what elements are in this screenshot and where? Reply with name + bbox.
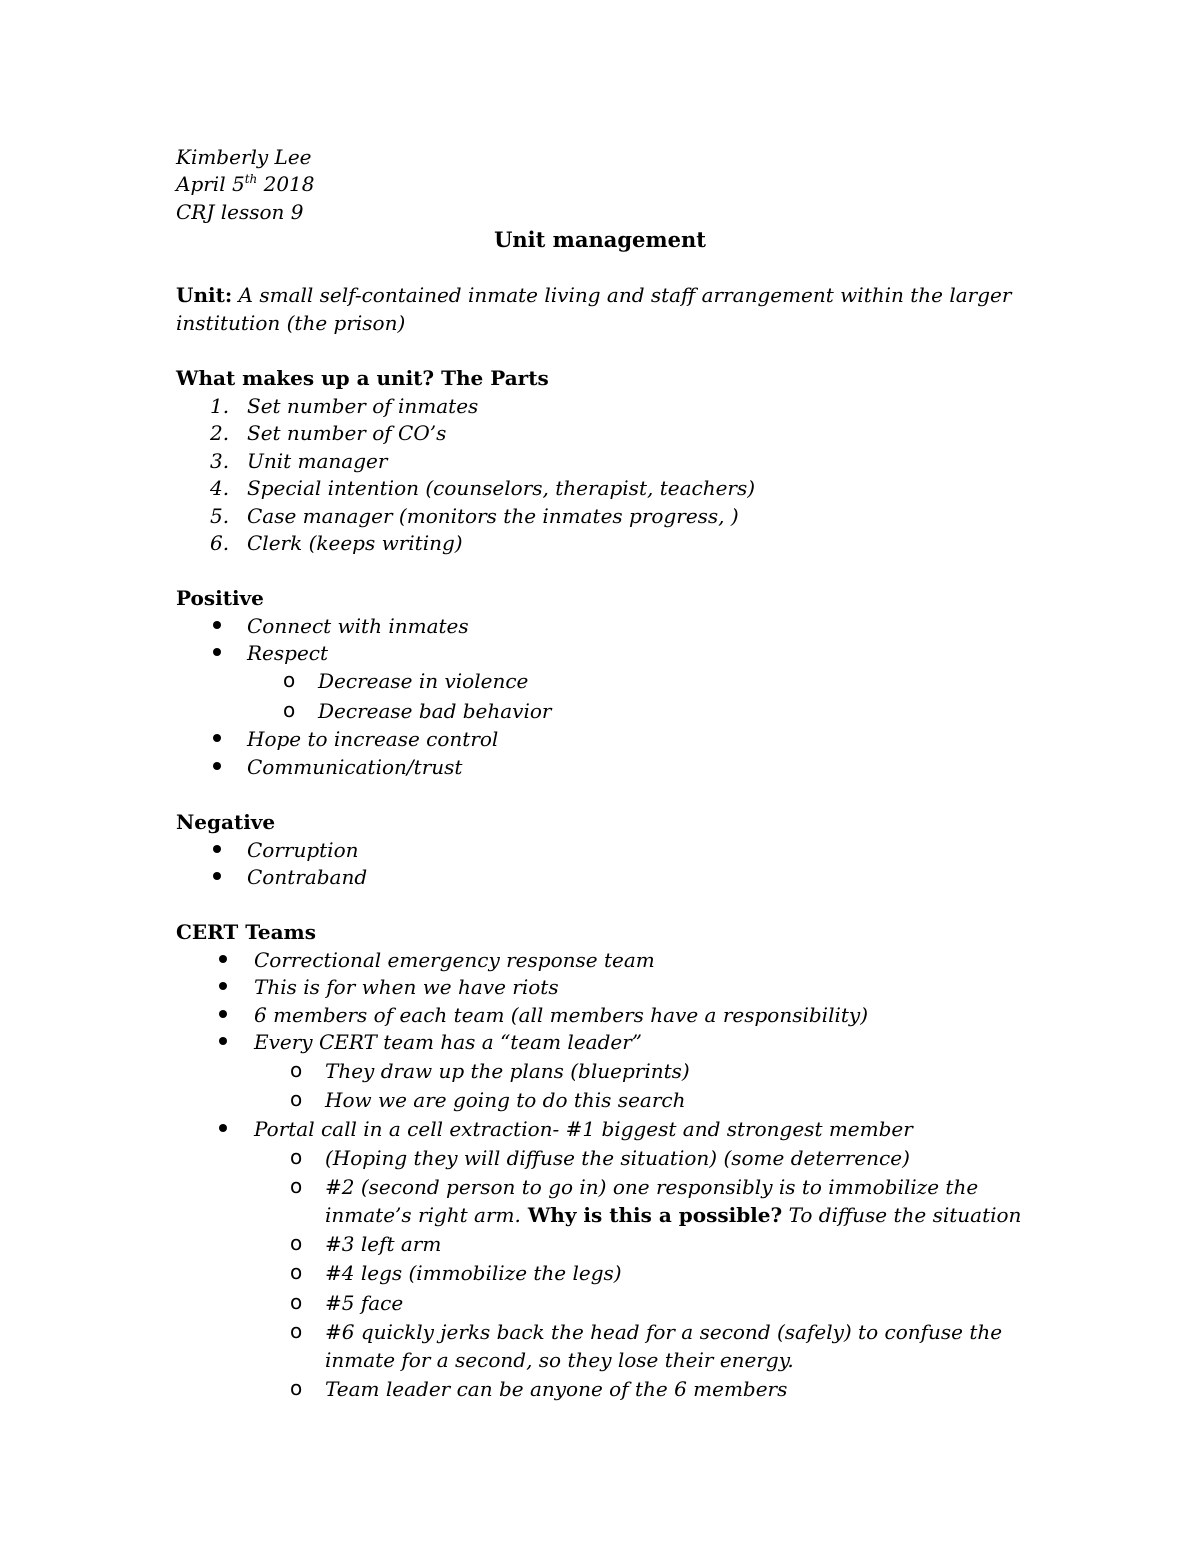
list-subitem: #6 quickly jerks back the head for a second (safely) to confuse the [325,1320,1003,1344]
bullet-icon [213,734,221,742]
list-subitem: They draw up the plans (blueprints) [325,1059,690,1083]
list-item: Every CERT team has a “team leader” [254,1030,643,1054]
list-subitem: Decrease bad behavior [318,699,552,723]
list-subitem-continuation: inmate’s right arm. Why is this a possible? To diffuse the situation [325,1203,1022,1227]
negative-heading: Negative [176,810,276,834]
list-item: Respect [247,641,329,665]
sub-bullet-icon: o [290,1145,303,1169]
list-subitem: #3 left arm [325,1232,442,1256]
list-subitem: #5 face [325,1291,404,1315]
bullet-icon [219,1124,227,1132]
list-subitem: #2 (second person to go in) one responsibly is to immobilize the [325,1175,979,1199]
cert-heading: CERT Teams [176,920,316,944]
sub-bullet-icon: o [290,1376,303,1400]
list-item: Set number of inmates [247,394,479,418]
unit-label: Unit: [176,283,233,307]
bullet-icon [213,872,221,880]
sub-bullet-icon: o [290,1260,303,1284]
list-item: 6 members of each team (all members have a responsibility) [254,1003,869,1027]
list-number: 2. [210,421,230,445]
bullet-icon [219,1037,227,1045]
list-number: 6. [210,531,230,555]
list-item: Clerk (keeps writing) [247,531,463,555]
list-subitem: Decrease in violence [318,669,529,693]
sub-bullet-icon: o [290,1231,303,1255]
list-subitem: How we are going to do this search [325,1088,686,1112]
list-number: 3. [210,449,230,473]
unit-definition-line2: institution (the prison) [176,311,406,335]
list-subitem: (Hoping they will diffuse the situation) (some deterrence) [325,1146,910,1170]
list-number: 4. [210,476,230,500]
bullet-icon [219,1010,227,1018]
list-item: Correctional emergency response team [254,948,655,972]
list-item: Portal call in a cell extraction- #1 biggest and strongest member [254,1117,913,1141]
sub-bullet-icon: o [290,1058,303,1082]
list-item: Contraband [247,865,368,889]
list-item: Special intention (counselors, therapist, teachers) [247,476,756,500]
sub-bullet-icon: o [283,698,296,722]
date: April 5th 2018 [176,172,315,196]
list-subitem-continuation: inmate for a second, so they lose their energy. [325,1348,794,1372]
list-subitem: #4 legs (immobilize the legs) [325,1261,622,1285]
author-name: Kimberly Lee [176,145,312,169]
bullet-icon [213,621,221,629]
sub-bullet-icon: o [283,668,296,692]
list-item: Set number of CO’s [247,421,447,445]
page-title: Unit management [494,227,706,252]
unit-definition-line1: Unit: A small self-contained inmate living and staff arrangement within the larger [176,283,1012,307]
course-name: CRJ lesson 9 [176,200,304,224]
bullet-icon [219,982,227,990]
list-item: This is for when we have riots [254,975,559,999]
list-item: Hope to increase control [247,727,499,751]
list-subitem: Team leader can be anyone of the 6 members [325,1377,788,1401]
bullet-icon [213,762,221,770]
list-item: Connect with inmates [247,614,469,638]
list-item: Communication/trust [247,755,463,779]
positive-heading: Positive [176,586,264,610]
list-item: Case manager (monitors the inmates progress, ) [247,504,739,528]
bullet-icon [219,955,227,963]
sub-bullet-icon: o [290,1290,303,1314]
bullet-icon [213,648,221,656]
sub-bullet-icon: o [290,1087,303,1111]
sub-bullet-icon: o [290,1319,303,1343]
list-number: 5. [210,504,230,528]
list-number: 1. [210,394,230,418]
bullet-icon [213,845,221,853]
list-item: Corruption [247,838,359,862]
parts-heading: What makes up a unit? The Parts [176,366,549,390]
sub-bullet-icon: o [290,1174,303,1198]
list-item: Unit manager [247,449,388,473]
